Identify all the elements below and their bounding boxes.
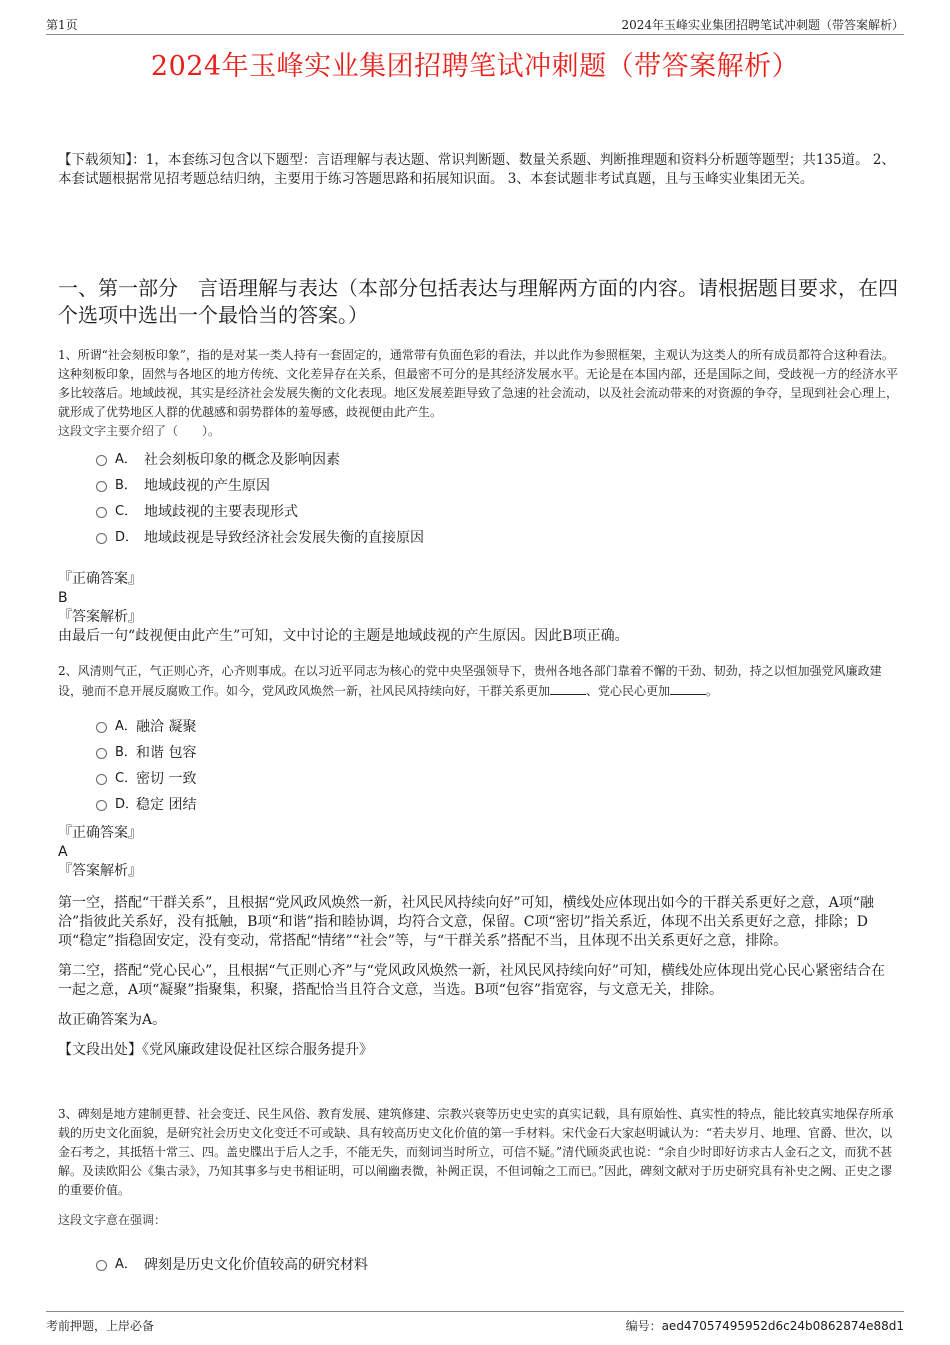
fill-blank-1 bbox=[550, 681, 586, 695]
question-2-option-a[interactable]: A． 融洽 凝聚 bbox=[96, 714, 876, 740]
question-2-option-d[interactable]: D． 稳定 团结 bbox=[96, 792, 876, 818]
question-2-option-b[interactable]: B． 和谐 包容 bbox=[96, 740, 876, 766]
question-2-option-c[interactable]: C． 密切 一致 bbox=[96, 766, 876, 792]
question-2 bbox=[58, 662, 898, 701]
radio-icon[interactable] bbox=[96, 722, 107, 733]
question-1 bbox=[58, 346, 898, 441]
question-2-analysis-1: 第一空，搭配“干群关系”，且根据“党风政风焕然一新，社风民风持续向好”可知，横线处应体现出如今的干群关系更好之意，A项“融洽”指彼此关系好，没有抵触，B项“和谐”指和睦协调，均符合文意，保留。C项“密切”指关系近，体现不出关系更好之意，排除；D项“稳定”指稳固安定，没有变动，常搭配“情绪”“社会”等，与“干群关系”搭配不当，且体现不出关系更好之意，排除。 bbox=[58, 895, 874, 949]
question-1-option-a[interactable]: A． 社会刻板印象的概念及影响因素 bbox=[96, 447, 876, 473]
question-2-answer-block bbox=[58, 824, 892, 1060]
question-1-answer: B bbox=[58, 590, 68, 606]
question-1-option-b[interactable]: B． 地域歧视的产生原因 bbox=[96, 473, 876, 499]
question-3-stem: 3、碑刻是地方建制更替、社会变迁、民生风俗、教育发展、建筑修建、宗教兴衰等历史史实的真实记载，具有原始性、真实性的特点，能比较真实地保存所承载的历史文化面貌，是研究社会历史文化变迁不可或缺、具有较高历史文化价值的第一手材料。宋代金石大家赵明诚认为：“若夫岁月、地理、官爵、世次，以金石考之，其抵牾十常三、四。盖史牒出于后人之手，不能无失，而刻词当时所立，可信不疑。”清代顾炎武也说：“余自少时即好访求古人金石之文，而犹不甚解。及读欧阳公《集古录》，乃知其事多与史书相证明，可以阐幽表微，补阙正误，不但词翰之工而已。”因此，碑刻文献对于历史研究具有补史之阙、正史之谬的重要价值。 bbox=[58, 1107, 894, 1197]
header-doc-title: 2024年玉峰实业集团招聘笔试冲刺题（带答案解析） bbox=[621, 18, 904, 32]
question-2-source: 【文段出处】《党风廉政建设促社区综合服务提升》 bbox=[58, 1042, 373, 1058]
radio-icon[interactable] bbox=[96, 774, 107, 785]
radio-icon[interactable] bbox=[96, 533, 107, 544]
fill-blank-2 bbox=[670, 681, 706, 695]
radio-icon[interactable] bbox=[96, 455, 107, 466]
question-2-answer: A bbox=[58, 844, 68, 860]
radio-icon[interactable] bbox=[96, 800, 107, 811]
radio-icon[interactable] bbox=[96, 507, 107, 518]
question-2-analysis-3: 故正确答案为A。 bbox=[58, 1012, 167, 1028]
correct-answer-label: 『正确答案』 bbox=[58, 825, 142, 841]
question-1-prompt: 这段文字主要介绍了（ ）。 bbox=[58, 424, 221, 438]
radio-icon[interactable] bbox=[96, 481, 107, 492]
radio-icon[interactable] bbox=[96, 748, 107, 759]
section-heading: 一、第一部分 言语理解与表达（本部分包括表达与理解两方面的内容。请根据题目要求，在四个选项中选出一个最恰当的答案。） bbox=[58, 276, 898, 327]
question-1-options bbox=[96, 447, 876, 551]
question-2-options bbox=[96, 714, 876, 818]
question-1-option-c[interactable]: C． 地域歧视的主要表现形式 bbox=[96, 499, 876, 525]
analysis-label: 『答案解析』 bbox=[58, 609, 142, 625]
question-3-option-a[interactable]: A． 碑刻是历史文化价值较高的研究材料 bbox=[96, 1252, 876, 1278]
question-2-stem: 2、风清则气正，气正则心齐，心齐则事成。在以习近平同志为核心的党中央坚强领导下，贵州各地各部门靠着不懈的干劲、韧劲，持之以恒加强党风廉政建设，驰而不息开展反腐败工作。如今，党风政风焕然一新，社风民风持续向好，干群关系更加 、党心民心更加 。 bbox=[58, 664, 882, 698]
correct-answer-label: 『正确答案』 bbox=[58, 571, 142, 587]
radio-icon[interactable] bbox=[96, 1260, 107, 1271]
analysis-label: 『答案解析』 bbox=[58, 863, 142, 879]
question-3-options bbox=[96, 1252, 876, 1278]
download-notice: 【下载须知】：1，本套练习包含以下题型：言语理解与表达题、常识判断题、数量关系题、判断推理题和资料分析题等题型；共135道。 2、本套试题根据常见招考题总结归纳，主要用于练习答题思路和拓展知识面。 3、本套试题非考试真题，且与玉峰实业集团无关。 bbox=[58, 152, 895, 187]
question-1-stem: 1、所谓“社会刻板印象”，指的是对某一类人持有一套固定的，通常带有负面色彩的看法，并以此作为参照框架，主观认为这类人的所有成员都符合这种看法。这种刻板印象，固然与各地区的地方传统、文化差异存在关系，但最密不可分的是其经济发展水平。无论是在本国内部，还是国际之间，受歧视一方的经济水平多比较落后。地域歧视，其实是经济社会发展失衡的文化表现。地区发展差距导致了急速的社会流动，以及社会流动带来的对资源的争夺，呈现到社会心理上，就形成了优势地区人群的优越感和弱势群体的羞辱感，歧视便由此产生。 bbox=[58, 348, 899, 419]
page-footer bbox=[46, 1311, 904, 1334]
question-3 bbox=[58, 1105, 898, 1230]
question-1-option-d[interactable]: D． 地域歧视是导致经济社会发展失衡的直接原因 bbox=[96, 525, 876, 551]
question-1-analysis: 由最后一句“歧视便由此产生”可知，文中讨论的主题是地域歧视的产生原因。因此B项正确。 bbox=[58, 628, 629, 644]
question-2-analysis-2: 第二空，搭配“党心民心”，且根据“气正则心齐”与“党风政风焕然一新，社风民风持续向好”可知，横线处应体现出党心民心紧密结合在一起之意，A项“凝聚”指聚集，积聚，搭配恰当且符合文意，当选。B项“包容”指宽容，与文意无关，排除。 bbox=[58, 963, 885, 998]
footer-slogan: 考前押题，上岸必备 bbox=[46, 1319, 155, 1333]
page-number: 第1页 bbox=[46, 18, 78, 32]
footer-code: 编号：aed47057495952d6c24b0862874e88d1 bbox=[625, 1319, 904, 1333]
question-1-answer-block bbox=[58, 570, 892, 646]
question-3-prompt: 这段文字意在强调： bbox=[58, 1213, 167, 1227]
page-header bbox=[46, 14, 904, 35]
document-title: 2024年玉峰实业集团招聘笔试冲刺题（带答案解析） bbox=[150, 51, 800, 82]
